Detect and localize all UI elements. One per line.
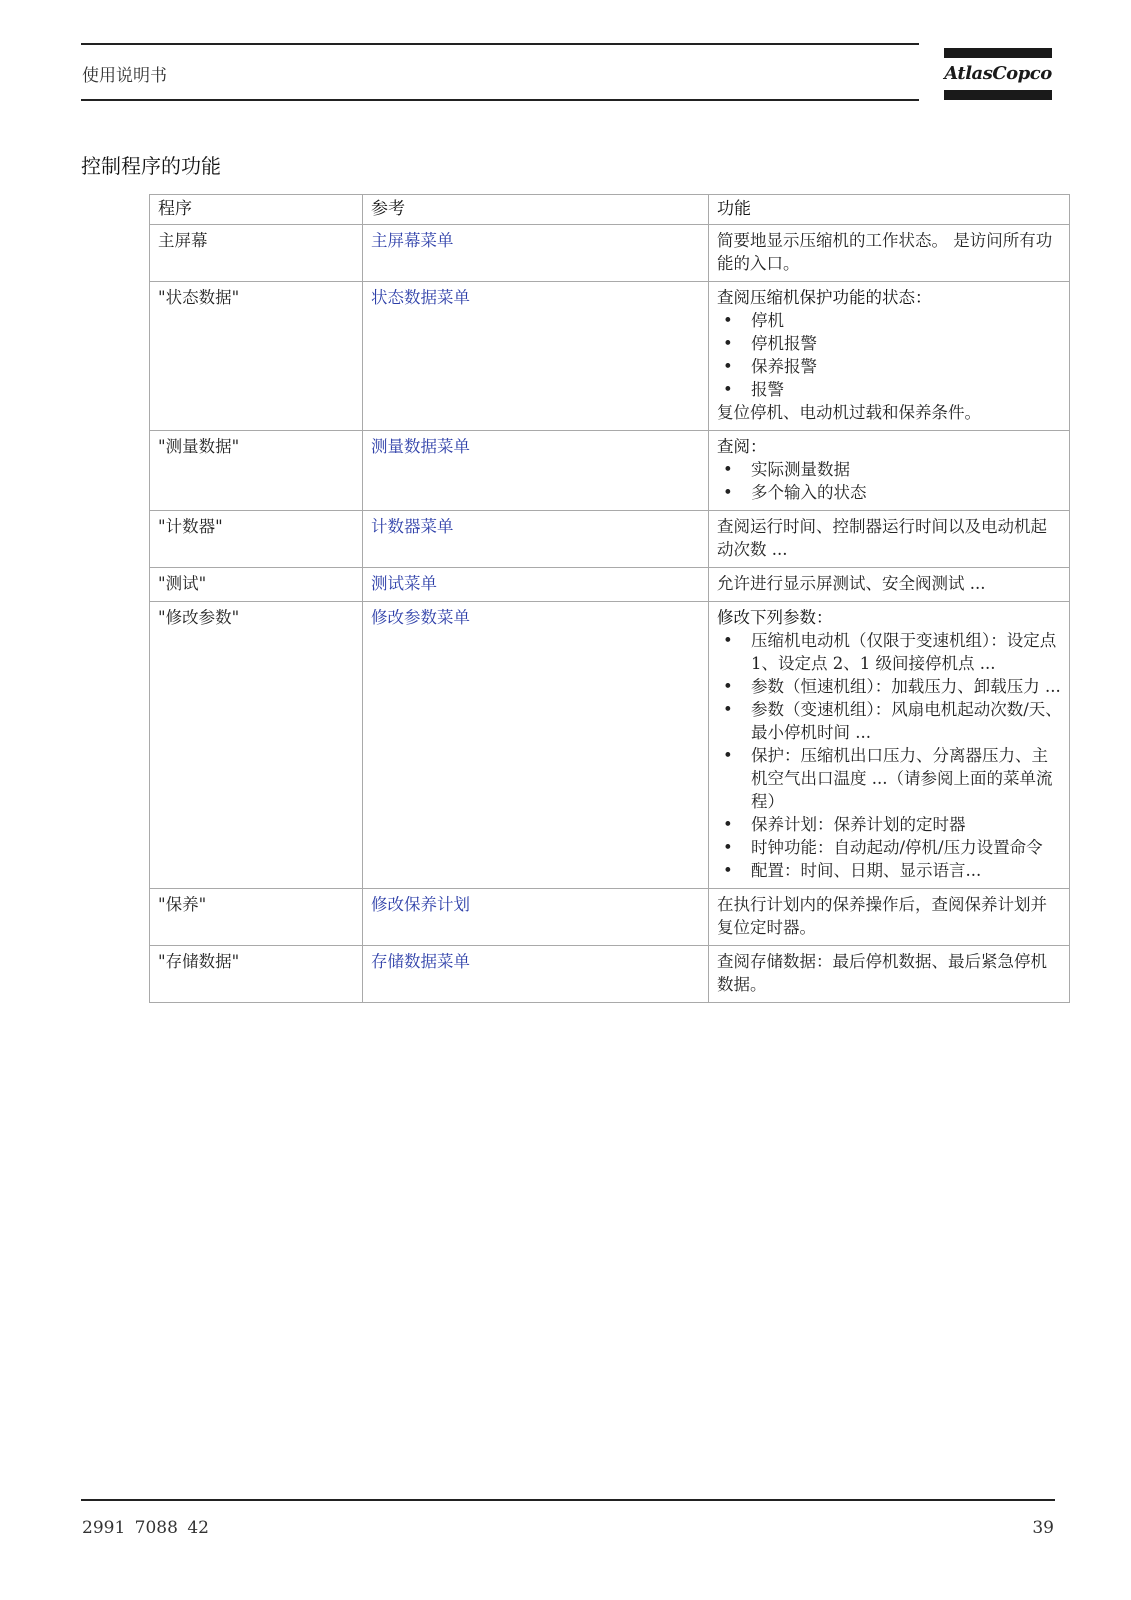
table-row	[150, 225, 1070, 282]
function-lead: 修改下列参数：	[717, 608, 833, 627]
list-item-text: 报警	[751, 380, 784, 399]
program-cell: "状态数据"	[150, 282, 363, 431]
reference-link[interactable]: 修改参数菜单	[363, 602, 709, 889]
bullet-icon: •	[723, 334, 733, 353]
bullet-icon: •	[723, 631, 733, 650]
logo-bottom-bar	[944, 90, 1052, 100]
bullet-icon: •	[723, 815, 733, 834]
page-number: 39	[1032, 1518, 1054, 1538]
bullet-icon: •	[723, 700, 733, 719]
column-header-reference: 参考	[363, 195, 709, 225]
function-after: 复位停机、电动机过载和保养条件。	[717, 403, 981, 422]
list-item	[717, 744, 1063, 813]
column-header-program: 程序	[150, 195, 363, 225]
table-row	[150, 282, 1070, 431]
table-row	[150, 431, 1070, 511]
functions-table	[149, 194, 1070, 1003]
header-top-rule	[81, 43, 919, 45]
table-row	[150, 568, 1070, 602]
list-item	[717, 813, 1063, 836]
list-item-text: 多个输入的状态	[751, 483, 867, 502]
list-item	[717, 836, 1063, 859]
function-bullet-list	[717, 629, 1063, 882]
function-cell: 查阅存储数据：最后停机数据、最后紧急停机数据。	[709, 946, 1070, 1003]
function-bullet-list	[717, 309, 1063, 401]
list-item	[717, 629, 1063, 675]
reference-link[interactable]: 测试菜单	[363, 568, 709, 602]
footer-rule	[81, 1499, 1055, 1501]
list-item	[717, 458, 1063, 481]
bullet-icon: •	[723, 746, 733, 765]
bullet-icon: •	[723, 861, 733, 880]
reference-link[interactable]: 测量数据菜单	[363, 431, 709, 511]
list-item-text: 停机	[751, 311, 784, 330]
list-item-text: 配置：时间、日期、显示语言...	[751, 861, 982, 880]
reference-link[interactable]: 状态数据菜单	[363, 282, 709, 431]
table-row	[150, 946, 1070, 1003]
bullet-icon: •	[723, 483, 733, 502]
bullet-icon: •	[723, 677, 733, 696]
program-cell: "计数器"	[150, 511, 363, 568]
list-item-text: 实际测量数据	[751, 460, 850, 479]
list-item-text: 保养计划：保养计划的定时器	[751, 815, 966, 834]
reference-link[interactable]: 主屏幕菜单	[363, 225, 709, 282]
list-item-text: 参数（变速机组）：风扇电机起动次数/天、最小停机时间 ...	[751, 700, 1062, 742]
bullet-icon: •	[723, 357, 733, 376]
list-item	[717, 859, 1063, 882]
column-header-function: 功能	[709, 195, 1070, 225]
function-cell: 允许进行显示屏测试、安全阀测试 ...	[709, 568, 1070, 602]
logo-wordmark: AtlasCopco	[944, 63, 1052, 84]
function-cell	[709, 282, 1070, 431]
function-lead: 查阅压缩机保护功能的状态：	[717, 288, 932, 307]
table-row	[150, 511, 1070, 568]
table-row	[150, 602, 1070, 889]
bullet-icon: •	[723, 838, 733, 857]
bullet-icon: •	[723, 311, 733, 330]
list-item	[717, 309, 1063, 332]
function-cell: 查阅运行时间、控制器运行时间以及电动机起动次数 ...	[709, 511, 1070, 568]
reference-link[interactable]: 存储数据菜单	[363, 946, 709, 1003]
list-item	[717, 698, 1063, 744]
program-cell: 主屏幕	[150, 225, 363, 282]
list-item-text: 时钟功能：自动起动/停机/压力设置命令	[751, 838, 1043, 857]
bullet-icon: •	[723, 460, 733, 479]
program-cell: "修改参数"	[150, 602, 363, 889]
list-item	[717, 481, 1063, 504]
function-bullet-list	[717, 458, 1063, 504]
list-item	[717, 332, 1063, 355]
program-cell: "测试"	[150, 568, 363, 602]
list-item-text: 停机报警	[751, 334, 817, 353]
logo-top-bar	[944, 48, 1052, 58]
list-item-text: 保养报警	[751, 357, 817, 376]
bullet-icon: •	[723, 380, 733, 399]
reference-link[interactable]: 修改保养计划	[363, 889, 709, 946]
reference-link[interactable]: 计数器菜单	[363, 511, 709, 568]
program-cell: "测量数据"	[150, 431, 363, 511]
list-item	[717, 378, 1063, 401]
function-cell	[709, 602, 1070, 889]
header-title: 使用说明书	[82, 66, 167, 86]
table-header-row	[150, 195, 1070, 225]
function-cell: 在执行计划内的保养操作后，查阅保养计划并复位定时器。	[709, 889, 1070, 946]
program-cell: "存储数据"	[150, 946, 363, 1003]
header-bottom-rule	[81, 99, 919, 101]
program-cell: "保养"	[150, 889, 363, 946]
section-title: 控制程序的功能	[81, 154, 221, 178]
list-item	[717, 355, 1063, 378]
list-item-text: 保护：压缩机出口压力、分离器压力、主机空气出口温度 ...（请参阅上面的菜单流程）	[751, 746, 1053, 811]
table-row	[150, 889, 1070, 946]
function-lead: 查阅：	[717, 437, 767, 456]
brand-logo	[944, 48, 1052, 100]
list-item-text: 压缩机电动机（仅限于变速机组）：设定点 1、设定点 2、1 级间接停机点 ...	[751, 631, 1057, 673]
list-item-text: 参数（恒速机组）：加载压力、卸载压力 ...	[751, 677, 1061, 696]
function-cell	[709, 431, 1070, 511]
document-number: 2991 7088 42	[82, 1518, 209, 1538]
list-item	[717, 675, 1063, 698]
function-cell: 简要地显示压缩机的工作状态。 是访问所有功能的入口。	[709, 225, 1070, 282]
